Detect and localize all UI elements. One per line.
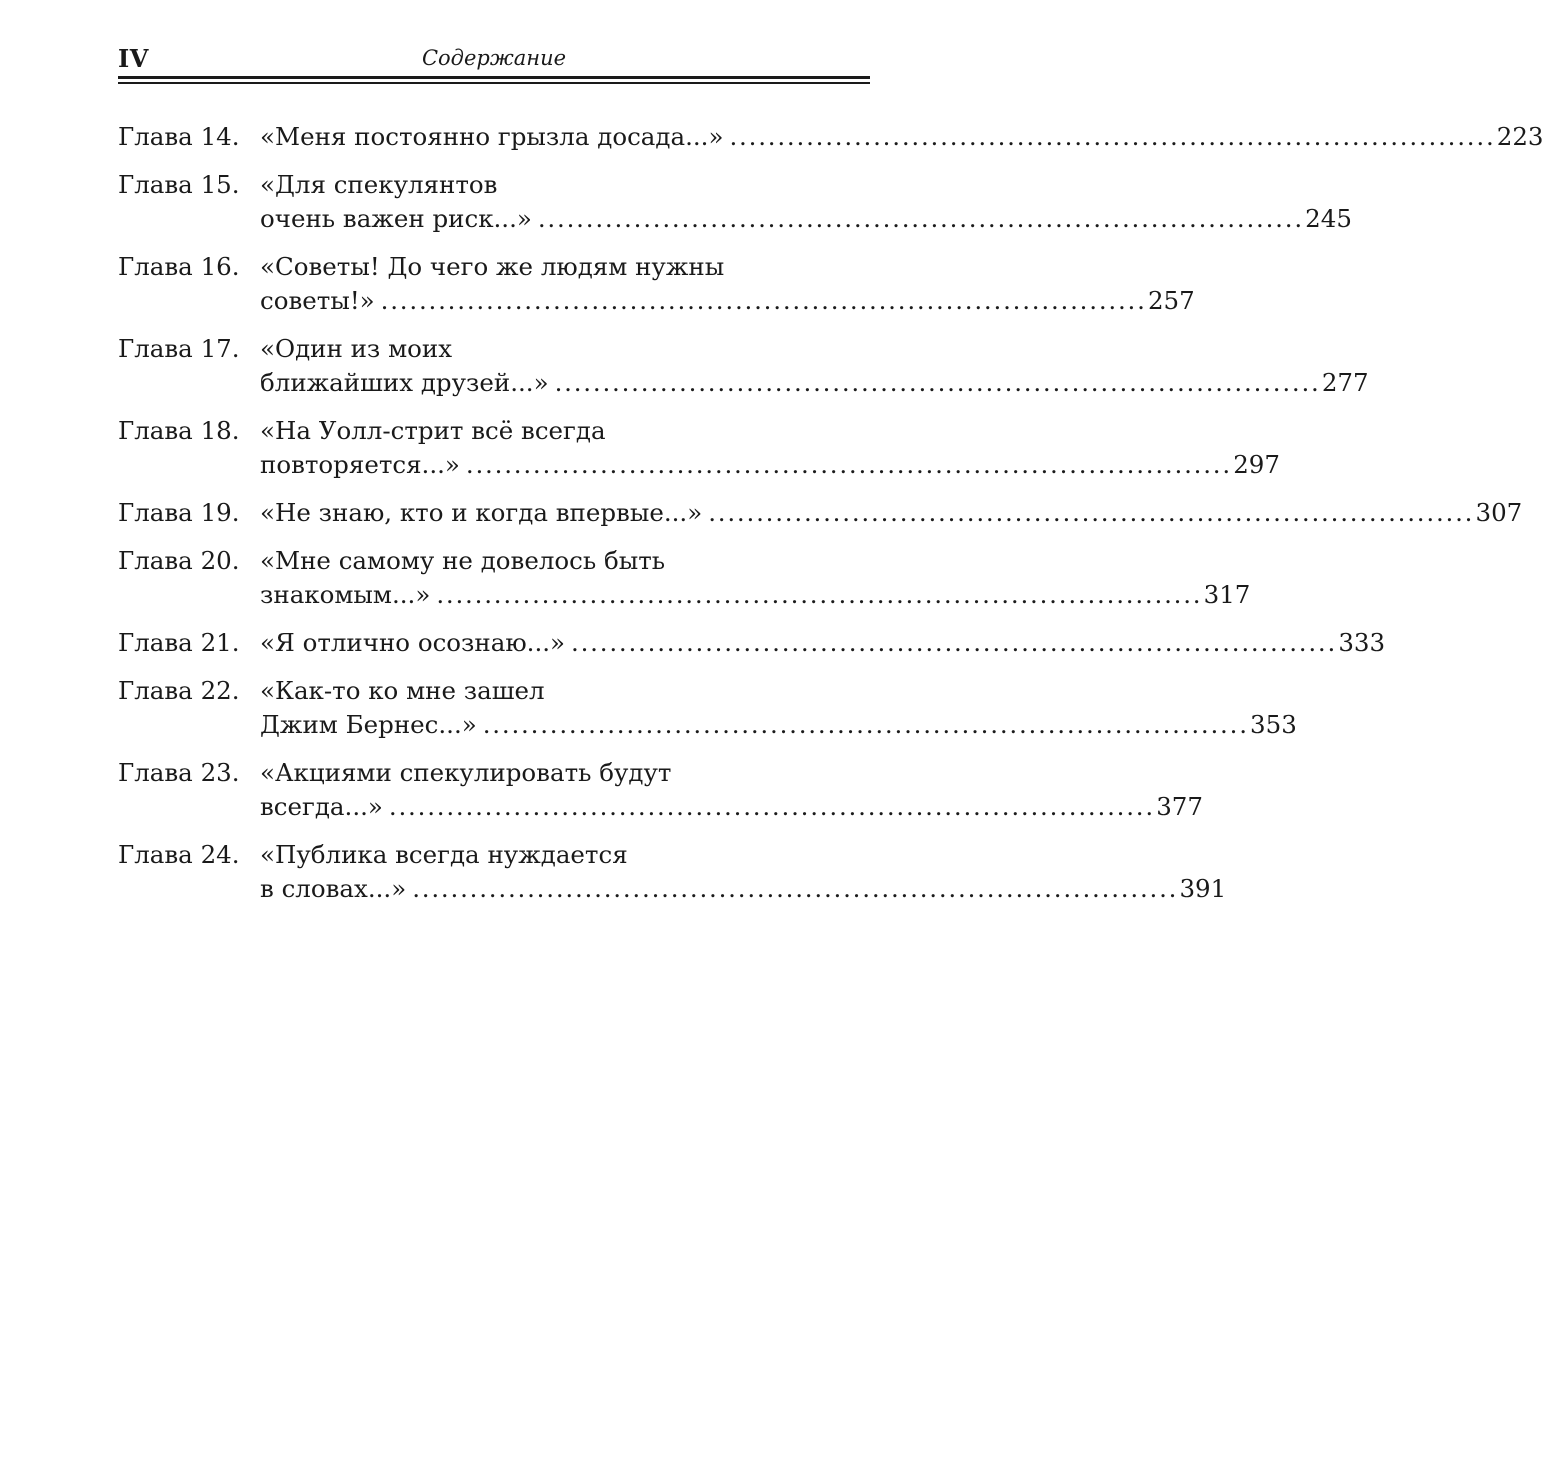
chapter-label: Глава 19. bbox=[118, 498, 240, 527]
chapter-title-last-line bbox=[260, 626, 1385, 660]
toc-entry bbox=[118, 544, 1251, 612]
page-reference: 377 bbox=[1156, 792, 1203, 821]
chapter-title-text: всегда...» bbox=[260, 792, 383, 821]
chapter-title-line: «Один из моих bbox=[260, 334, 453, 363]
header-rule-thick bbox=[118, 76, 870, 79]
chapter-title-line: «Как-то ко мне зашел bbox=[260, 676, 545, 705]
header-rule-thin bbox=[118, 82, 870, 84]
chapter-title-block bbox=[260, 674, 1297, 742]
chapter-title-text: советы!» bbox=[260, 286, 375, 315]
toc-entry bbox=[118, 414, 1280, 482]
chapter-title-text: знакомым...» bbox=[260, 580, 431, 609]
chapter-title-block bbox=[260, 544, 1250, 612]
chapter-label: Глава 18. bbox=[118, 416, 240, 445]
dot-leader bbox=[466, 448, 1227, 482]
chapter-title-text: «Не знаю, кто и когда впервые...» bbox=[260, 498, 703, 527]
chapter-title-text: очень важен риск...» bbox=[260, 204, 532, 233]
chapter-title-text: «Меня постоянно грызла досада...» bbox=[260, 122, 724, 151]
chapter-label: Глава 23. bbox=[118, 758, 240, 787]
chapter-title-text: повторяется...» bbox=[260, 450, 460, 479]
chapter-title-last-line bbox=[260, 120, 1544, 154]
toc-entry bbox=[118, 120, 1544, 154]
table-of-contents bbox=[118, 120, 1544, 920]
chapter-title-block bbox=[260, 168, 1352, 236]
chapter-title-last-line bbox=[260, 496, 1522, 530]
page-number: IV bbox=[118, 44, 149, 73]
page-reference: 297 bbox=[1233, 450, 1280, 479]
running-title: Содержание bbox=[421, 46, 567, 70]
chapter-label: Глава 16. bbox=[118, 252, 240, 281]
chapter-title-last-line bbox=[260, 284, 1195, 318]
chapter-title-block bbox=[260, 120, 1544, 154]
chapter-title-text: «Я отлично осознаю...» bbox=[260, 628, 566, 657]
page-reference: 391 bbox=[1179, 874, 1227, 903]
dot-leader bbox=[389, 790, 1150, 824]
chapter-label: Глава 22. bbox=[118, 676, 240, 705]
chapter-title-last-line bbox=[260, 448, 1280, 482]
page-reference: 257 bbox=[1147, 286, 1195, 315]
chapter-title-line: «Для спекулянтов bbox=[260, 170, 498, 199]
toc-entry bbox=[118, 168, 1352, 236]
chapter-label: Глава 15. bbox=[118, 170, 240, 199]
page-reference: 307 bbox=[1475, 498, 1523, 527]
dot-leader bbox=[571, 626, 1332, 660]
chapter-title-block bbox=[260, 496, 1522, 530]
dot-leader bbox=[381, 284, 1142, 318]
dot-leader bbox=[708, 496, 1469, 530]
page-reference: 277 bbox=[1321, 368, 1369, 397]
chapter-title-block bbox=[260, 838, 1226, 906]
toc-entry bbox=[118, 496, 1523, 530]
chapter-title-text: Джим Бернес...» bbox=[260, 710, 477, 739]
dot-leader bbox=[412, 872, 1173, 906]
toc-entry bbox=[118, 756, 1203, 824]
page-reference: 353 bbox=[1250, 710, 1297, 739]
chapter-title-line: «Мне самому не довелось быть bbox=[260, 546, 666, 575]
chapter-label: Глава 14. bbox=[118, 122, 240, 151]
dot-leader bbox=[555, 366, 1316, 400]
chapter-title-line: «Публика всегда нуждается bbox=[260, 840, 628, 869]
chapter-title-line: «Акциями спекулировать будут bbox=[260, 758, 672, 787]
chapter-title-last-line bbox=[260, 366, 1369, 400]
chapter-title-last-line bbox=[260, 872, 1226, 906]
chapter-title-last-line bbox=[260, 708, 1297, 742]
dot-leader bbox=[436, 578, 1197, 612]
chapter-title-line: «Советы! До чего же людям нужны bbox=[260, 252, 725, 281]
toc-entry bbox=[118, 250, 1195, 318]
toc-entry bbox=[118, 838, 1227, 906]
dot-leader bbox=[729, 120, 1490, 154]
chapter-title-line: «На Уолл-стрит всё всегда bbox=[260, 416, 606, 445]
chapter-title-block bbox=[260, 332, 1369, 400]
chapter-title-last-line bbox=[260, 578, 1250, 612]
chapter-label: Глава 20. bbox=[118, 546, 240, 575]
page-reference: 333 bbox=[1338, 628, 1386, 657]
chapter-label: Глава 21. bbox=[118, 628, 240, 657]
chapter-title-text: ближайших друзей...» bbox=[260, 368, 549, 397]
dot-leader bbox=[538, 202, 1299, 236]
page-reference: 223 bbox=[1496, 122, 1544, 151]
chapter-title-text: в словах...» bbox=[260, 874, 407, 903]
chapter-label: Глава 24. bbox=[118, 840, 240, 869]
chapter-title-block bbox=[260, 250, 1195, 318]
chapter-title-block bbox=[260, 756, 1203, 824]
toc-entry bbox=[118, 674, 1297, 742]
toc-entry bbox=[118, 332, 1369, 400]
chapter-label: Глава 17. bbox=[118, 334, 240, 363]
dot-leader bbox=[483, 708, 1244, 742]
chapter-title-last-line bbox=[260, 790, 1203, 824]
chapter-title-block bbox=[260, 414, 1280, 482]
toc-entry bbox=[118, 626, 1386, 660]
chapter-title-block bbox=[260, 626, 1385, 660]
page-header bbox=[118, 40, 870, 80]
page-reference: 317 bbox=[1203, 580, 1251, 609]
chapter-title-last-line bbox=[260, 202, 1352, 236]
page-reference: 245 bbox=[1305, 204, 1352, 233]
